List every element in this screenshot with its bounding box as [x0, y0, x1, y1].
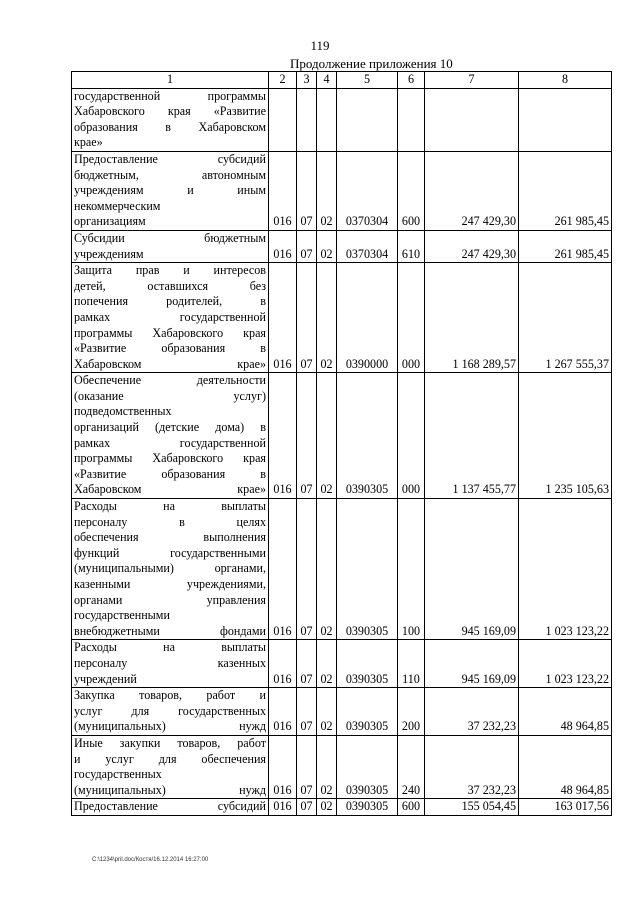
amount-2015: 945 169,09 [425, 499, 519, 640]
ministry-code: 016 [269, 640, 297, 688]
section-code: 07 [297, 373, 317, 499]
description-line: рамках государственной [74, 309, 266, 324]
header-cell: 8 [519, 72, 612, 89]
ministry-code: 016 [269, 799, 297, 816]
row-description [72, 88, 269, 151]
ministry-code: 016 [269, 230, 297, 262]
table-row [72, 230, 612, 262]
file-path-footer: C:\1234\pril.doc/Костя/16.12.2014 16:27:00 [92, 857, 209, 863]
description-line: «Развитие образования в [74, 466, 266, 481]
amount-2015 [425, 88, 519, 151]
description-line: программы Хабаровского края [74, 451, 266, 466]
expense-type-code: 000 [398, 373, 425, 499]
description-line: организациям [74, 214, 146, 229]
amount-2015: 155 054,45 [425, 799, 519, 816]
description-line: «Развитие образования в [74, 341, 266, 356]
amount-2015: 37 232,23 [425, 688, 519, 736]
description-line: учреждений [74, 671, 137, 686]
description-line: Хабаровского края «Развитие [74, 104, 266, 119]
description-line: Предоставление субсидий [74, 151, 266, 166]
description-line: организаций (детские дома) в [74, 420, 266, 435]
amount-2016: 1 235 105,63 [519, 373, 612, 499]
description-line: учреждениям [74, 246, 144, 261]
budget-table [71, 71, 612, 816]
row-description [72, 263, 269, 373]
table-row [72, 499, 612, 640]
subsection-code [317, 88, 337, 151]
ministry-code: 016 [269, 263, 297, 373]
description-line: внебюджетными фондами [74, 623, 266, 638]
row-description [72, 640, 269, 688]
description-line: персоналу в целях [74, 514, 266, 529]
ministry-code [269, 88, 297, 151]
row-description [72, 373, 269, 499]
section-code: 07 [297, 499, 317, 640]
description-line: казенными учреждениями, [74, 577, 266, 591]
amount-2016: 48 964,85 [519, 735, 612, 798]
table-row [72, 263, 612, 373]
row-description [72, 230, 269, 262]
description-line: рамках государственной [74, 435, 266, 450]
ministry-code: 016 [269, 735, 297, 798]
expense-type-code: 610 [398, 230, 425, 262]
description-line: персоналу казенных [74, 655, 266, 670]
description-line: Закупка товаров, работ и [74, 688, 266, 703]
description-line: (муниципальных) нужд [74, 719, 266, 734]
row-description [72, 499, 269, 640]
amount-2015: 945 169,09 [425, 640, 519, 688]
description-line: Хабаровском крае» [74, 482, 266, 497]
description-line: детей, оставшихся без [74, 278, 266, 293]
target-article-code: 0370304 [337, 151, 398, 230]
table-row [72, 640, 612, 688]
description-line: и услуг для обеспечения [74, 751, 266, 766]
amount-2015: 1 137 455,77 [425, 373, 519, 499]
amount-2016: 1 023 123,22 [519, 499, 612, 640]
description-line: Расходы на выплаты [74, 499, 266, 514]
description-line: государственной программы [74, 88, 266, 103]
description-line: функций государственными [74, 545, 266, 560]
description-line: Защита прав и интересов [74, 263, 266, 278]
row-description [72, 151, 269, 230]
subsection-code: 02 [317, 499, 337, 640]
description-line: Расходы на выплаты [74, 640, 266, 655]
amount-2016: 261 985,45 [519, 230, 612, 262]
section-code: 07 [297, 230, 317, 262]
section-code: 07 [297, 263, 317, 373]
ministry-code: 016 [269, 688, 297, 736]
ministry-code: 016 [269, 499, 297, 640]
amount-2015: 37 232,23 [425, 735, 519, 798]
subsection-code: 02 [317, 688, 337, 736]
expense-type-code [398, 88, 425, 151]
subsection-code: 02 [317, 735, 337, 798]
subsection-code: 02 [317, 263, 337, 373]
subsection-code: 02 [317, 151, 337, 230]
amount-2016: 1 267 555,37 [519, 263, 612, 373]
description-line: подведомственных [74, 404, 172, 419]
description-line: Предоставление субсидий [74, 799, 266, 814]
description-line: Хабаровском крае» [74, 356, 266, 371]
description-line: услуг для государственных [74, 703, 266, 718]
target-article-code: 0390305 [337, 735, 398, 798]
row-description [72, 799, 269, 816]
header-cell: 4 [317, 72, 337, 89]
expense-type-code: 100 [398, 499, 425, 640]
table-row [72, 373, 612, 499]
description-line: некоммерческим [74, 198, 161, 213]
table-header-row [72, 72, 612, 89]
description-line: Обеспечение деятельности [74, 373, 266, 388]
description-line: программы Хабаровского края [74, 325, 266, 340]
header-cell: 2 [269, 72, 297, 89]
table-row [72, 88, 612, 151]
description-line: учреждениям и иным [74, 183, 266, 198]
table-row [72, 735, 612, 798]
page-number: 119 [310, 38, 330, 53]
ministry-code: 016 [269, 151, 297, 230]
amount-2015: 1 168 289,57 [425, 263, 519, 373]
description-line: государственными [74, 608, 170, 623]
amount-2015: 247 429,30 [425, 230, 519, 262]
description-line: попечения родителей, в [74, 294, 266, 309]
section-code: 07 [297, 799, 317, 816]
target-article-code: 0370304 [337, 230, 398, 262]
description-line: обеспечения выполнения [74, 530, 266, 545]
subsection-code: 02 [317, 373, 337, 499]
target-article-code: 0390305 [337, 499, 398, 640]
section-code: 07 [297, 151, 317, 230]
amount-2016: 261 985,45 [519, 151, 612, 230]
subsection-code: 02 [317, 230, 337, 262]
description-line: (муниципальными) органами, [74, 561, 266, 576]
target-article-code: 0390000 [337, 263, 398, 373]
header-cell: 5 [337, 72, 398, 89]
section-code: 07 [297, 640, 317, 688]
target-article-code: 0390305 [337, 373, 398, 499]
row-description [72, 735, 269, 798]
section-code [297, 88, 317, 151]
table-row [72, 151, 612, 230]
description-line: бюджетным, автономным [74, 167, 266, 182]
expense-type-code: 200 [398, 688, 425, 736]
header-cell: 1 [72, 72, 269, 89]
amount-2016 [519, 88, 612, 151]
amount-2015: 247 429,30 [425, 151, 519, 230]
ministry-code: 016 [269, 373, 297, 499]
target-article-code [337, 88, 398, 151]
description-line: (муниципальных) нужд [74, 782, 266, 797]
description-line: государственных [74, 767, 162, 782]
header-cell: 7 [425, 72, 519, 89]
header-cell: 6 [398, 72, 425, 89]
expense-type-code: 600 [398, 799, 425, 816]
description-line: органами управления [74, 592, 266, 607]
subsection-code: 02 [317, 640, 337, 688]
target-article-code: 0390305 [337, 688, 398, 736]
expense-type-code: 600 [398, 151, 425, 230]
section-code: 07 [297, 735, 317, 798]
description-line: Субсидии бюджетным [74, 230, 266, 245]
description-line: образования в Хабаровском [74, 119, 266, 134]
header-cell: 3 [297, 72, 317, 89]
description-line: (оказание услуг) [74, 388, 266, 403]
table-row [72, 688, 612, 736]
target-article-code: 0390305 [337, 799, 398, 816]
appendix-caption-text: Продолжение приложения 10 [290, 56, 453, 71]
description-line: Иные закупки товаров, работ [74, 735, 266, 750]
amount-2016: 163 017,56 [519, 799, 612, 816]
amount-2016: 48 964,85 [519, 688, 612, 736]
amount-2016: 1 023 123,22 [519, 640, 612, 688]
table-row [72, 799, 612, 816]
expense-type-code: 000 [398, 263, 425, 373]
description-line: крае» [74, 135, 103, 150]
section-code: 07 [297, 688, 317, 736]
subsection-code: 02 [317, 799, 337, 816]
target-article-code: 0390305 [337, 640, 398, 688]
expense-type-code: 240 [398, 735, 425, 798]
row-description [72, 688, 269, 736]
expense-type-code: 110 [398, 640, 425, 688]
